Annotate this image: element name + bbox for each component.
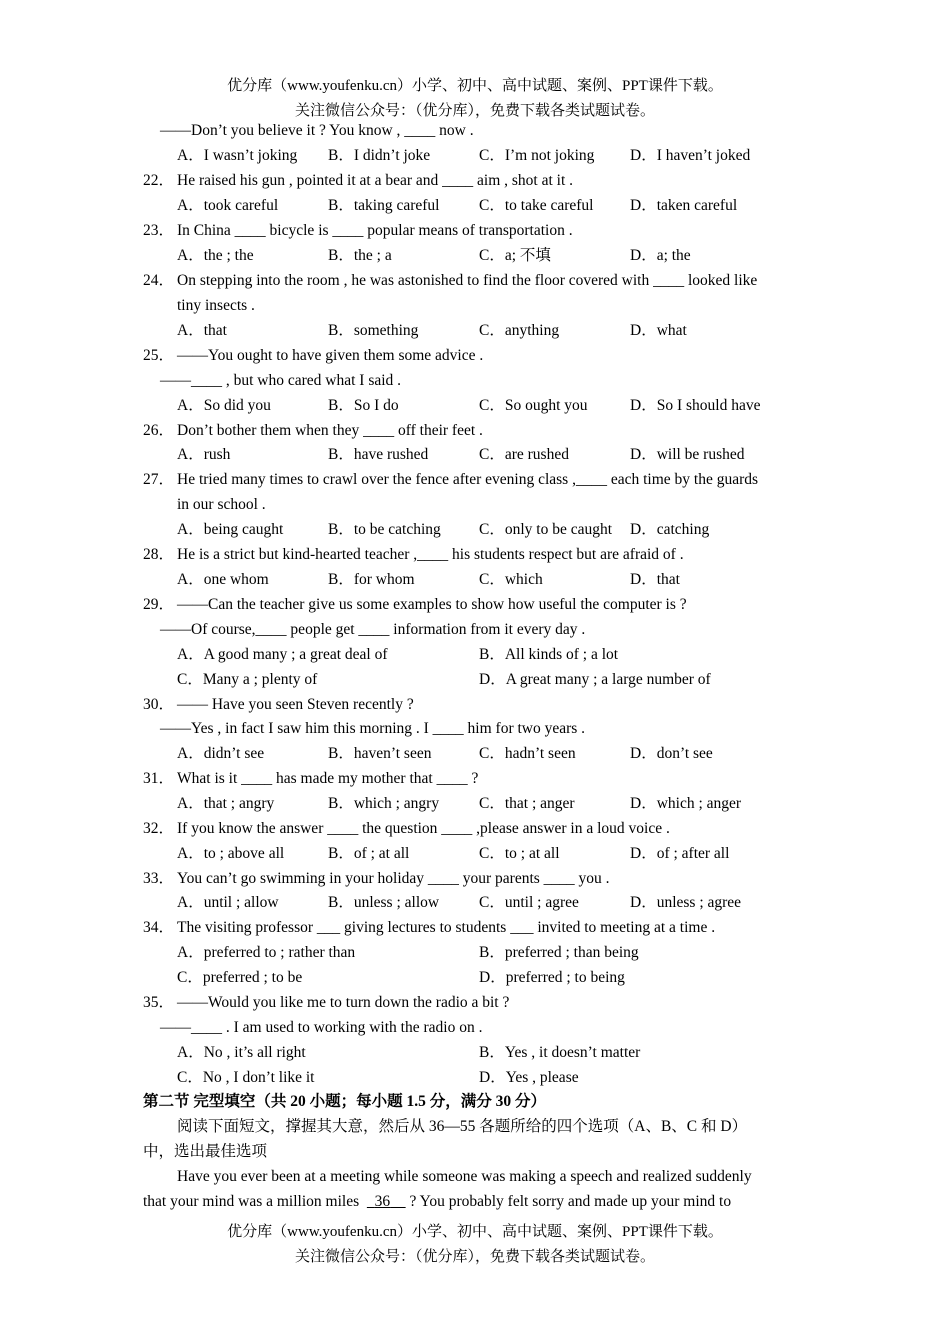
q31-option-b: B．which ; angry — [328, 795, 440, 812]
q22-option-c: C．to take careful — [479, 197, 594, 214]
q28-option-d: D．that — [630, 571, 680, 588]
q30-reply: ——Yes , in fact I saw him this morning . I ____ him for two years . — [160, 720, 586, 737]
q35-option-a: A．No , it’s all right — [177, 1044, 306, 1061]
q34-option-c: C．preferred ; to be — [177, 969, 303, 986]
passage-line-2 — [143, 1191, 731, 1213]
passage-line-1: Have you ever been at a meeting while someone was making a speech and realized suddenly — [177, 1168, 752, 1185]
q32-number: 32． — [143, 820, 175, 837]
q21-option-a: A．I wasn’t joking — [177, 147, 298, 164]
q22-text: He raised his gun , pointed it at a bear and ____ aim , shot at it . — [177, 172, 574, 189]
q21-dialog: ——Don’t you believe it ? You know , ____ now . — [160, 122, 474, 139]
q25-text: ——You ought to have given them some advice . — [177, 347, 484, 364]
q33-option-b: B．unless ; allow — [328, 894, 440, 911]
q35-text: ——Would you like me to turn down the radio a bit ? — [177, 994, 510, 1011]
q30-option-c: C．hadn’t seen — [479, 745, 576, 762]
q24-option-d: D．what — [630, 322, 687, 339]
q35-number: 35． — [143, 994, 175, 1011]
q28-option-c: C．which — [479, 571, 543, 588]
q22-option-d: D．taken careful — [630, 197, 738, 214]
q24-option-b: B．something — [328, 322, 419, 339]
q32-option-d: D．of ; after all — [630, 845, 730, 862]
q25-option-b: B．So I do — [328, 397, 399, 414]
q28-option-b: B．for whom — [328, 571, 415, 588]
q23-option-c: C．a; 不填 — [479, 247, 551, 264]
q33-option-a: A．until ; allow — [177, 894, 279, 911]
q33-number: 33． — [143, 870, 175, 887]
q23-option-b: B．the ; a — [328, 247, 392, 264]
q25-option-c: C．So ought you — [479, 397, 588, 414]
q32-text: If you know the answer ____ the question ____ ,please answer in a loud voice . — [177, 820, 670, 837]
q24-text-cont: tiny insects . — [177, 297, 255, 314]
section-title: 第二节 完型填空（共 20 小题；每小题 1.5 分，满分 30 分） — [143, 1093, 547, 1110]
footer-line-1: 优分库（www.youfenku.cn）小学、初中、高中试题、案例、PPT课件下载。 — [227, 1224, 723, 1240]
q34-option-d: D．preferred ; to being — [479, 969, 625, 986]
q24-text: On stepping into the room , he was astonished to find the floor covered with ____ looked like — [177, 272, 758, 289]
q35-reply: ——____ . I am used to working with the radio on . — [160, 1019, 483, 1036]
q29-option-c: C．Many a ; plenty of — [177, 671, 318, 688]
q26-text: Don’t bother them when they ____ off their feet . — [177, 422, 483, 439]
q27-option-b: B．to be catching — [328, 521, 441, 538]
passage-line-2-end: ? You probably felt sorry and made up your mind to — [409, 1193, 732, 1210]
q31-number: 31． — [143, 770, 175, 787]
footer-line-2: 关注微信公众号：（优分库），免费下载各类试题试卷。 — [294, 1249, 655, 1265]
q21-option-c: C．I’m not joking — [479, 147, 595, 164]
q28-number: 28． — [143, 546, 175, 563]
q23-option-d: D．a; the — [630, 247, 691, 264]
q22-number: 22． — [143, 172, 175, 189]
q29-option-b: B．All kinds of ; a lot — [479, 646, 619, 663]
q35-option-d: D．Yes , please — [479, 1069, 579, 1086]
q29-option-a: A．A good many ; a great deal of — [177, 646, 388, 663]
blank-36 — [367, 1193, 406, 1210]
q33-option-c: C．until ; agree — [479, 894, 579, 911]
q32-option-c: C．to ; at all — [479, 845, 560, 862]
header-line-2: 关注微信公众号：（优分库），免费下载各类试题试卷。 — [294, 103, 655, 119]
q27-option-d: D．catching — [630, 521, 710, 538]
q30-number: 30． — [143, 696, 175, 713]
q32-option-b: B．of ; at all — [328, 845, 410, 862]
q29-reply: ——Of course,____ people get ____ information from it every day . — [160, 621, 586, 638]
q33-text: You can’t go swimming in your holiday ____ your parents ____ you . — [177, 870, 610, 887]
q34-number: 34． — [143, 919, 175, 936]
q22-option-a: A．took careful — [177, 197, 279, 214]
blank-36-number: 36 — [374, 1193, 391, 1210]
q24-number: 24． — [143, 272, 175, 289]
q24-option-c: C．anything — [479, 322, 560, 339]
q25-option-a: A．So did you — [177, 397, 271, 414]
q26-option-d: D．will be rushed — [630, 446, 745, 463]
q25-number: 25． — [143, 347, 175, 364]
q34-text: The visiting professor ___ giving lectures to students ___ invited to meeting at a time . — [177, 919, 716, 936]
q32-option-a: A．to ; above all — [177, 845, 285, 862]
q23-option-a: A．the ; the — [177, 247, 254, 264]
q34-option-a: A．preferred to ; rather than — [177, 944, 356, 961]
q28-option-a: A．one whom — [177, 571, 269, 588]
q23-number: 23． — [143, 222, 175, 239]
q31-option-a: A．that ; angry — [177, 795, 275, 812]
section-instructions-cont: 中，选出最佳选项 — [143, 1143, 268, 1160]
q25-option-d: D．So I should have — [630, 397, 761, 414]
q21-option-d: D．I haven’t joked — [630, 147, 751, 164]
q30-option-d: D．don’t see — [630, 745, 713, 762]
q31-option-d: D．which ; anger — [630, 795, 742, 812]
header-line-1: 优分库（www.youfenku.cn）小学、初中、高中试题、案例、PPT课件下载。 — [227, 78, 723, 94]
q23-text: In China ____ bicycle is ____ popular means of transportation . — [177, 222, 573, 239]
q29-option-d: D．A great many ; a large number of — [479, 671, 711, 688]
q30-option-a: A．didn’t see — [177, 745, 265, 762]
q26-number: 26． — [143, 422, 175, 439]
q26-option-b: B．have rushed — [328, 446, 429, 463]
q21-option-b: B．I didn’t joke — [328, 147, 431, 164]
q26-option-c: C．are rushed — [479, 446, 569, 463]
q31-text: What is it ____ has made my mother that ____ ? — [177, 770, 479, 787]
q29-text: ——Can the teacher give us some examples to show how useful the computer is ? — [177, 596, 687, 613]
q28-text: He is a strict but kind-hearted teacher ,____ his students respect but are afraid of . — [177, 546, 684, 563]
q30-option-b: B．haven’t seen — [328, 745, 432, 762]
section-instructions: 阅读下面短文，撑握其大意，然后从 36—55 各题所给的四个选项（A、B、C 和 D） — [177, 1118, 748, 1135]
q25-reply: ——____ , but who cared what I said . — [160, 372, 402, 389]
q27-option-c: C．only to be caught — [479, 521, 613, 538]
q26-option-a: A．rush — [177, 446, 231, 463]
q30-text: —— Have you seen Steven recently ? — [177, 696, 414, 713]
q27-option-a: A．being caught — [177, 521, 284, 538]
q33-option-d: D．unless ; agree — [630, 894, 742, 911]
q24-option-a: A．that — [177, 322, 227, 339]
q34-option-b: B．preferred ; than being — [479, 944, 639, 961]
q35-option-b: B．Yes , it doesn’t matter — [479, 1044, 641, 1061]
q22-option-b: B．taking careful — [328, 197, 440, 214]
q31-option-c: C．that ; anger — [479, 795, 575, 812]
q27-text: He tried many times to crawl over the fence after evening class ,____ each time by the guards — [177, 471, 759, 488]
q27-number: 27． — [143, 471, 175, 488]
q29-number: 29． — [143, 596, 175, 613]
q35-option-c: C．No , I don’t like it — [177, 1069, 315, 1086]
passage-line-2-start: that your mind was a million miles — [143, 1193, 360, 1210]
q27-text-cont: in our school . — [177, 496, 266, 513]
